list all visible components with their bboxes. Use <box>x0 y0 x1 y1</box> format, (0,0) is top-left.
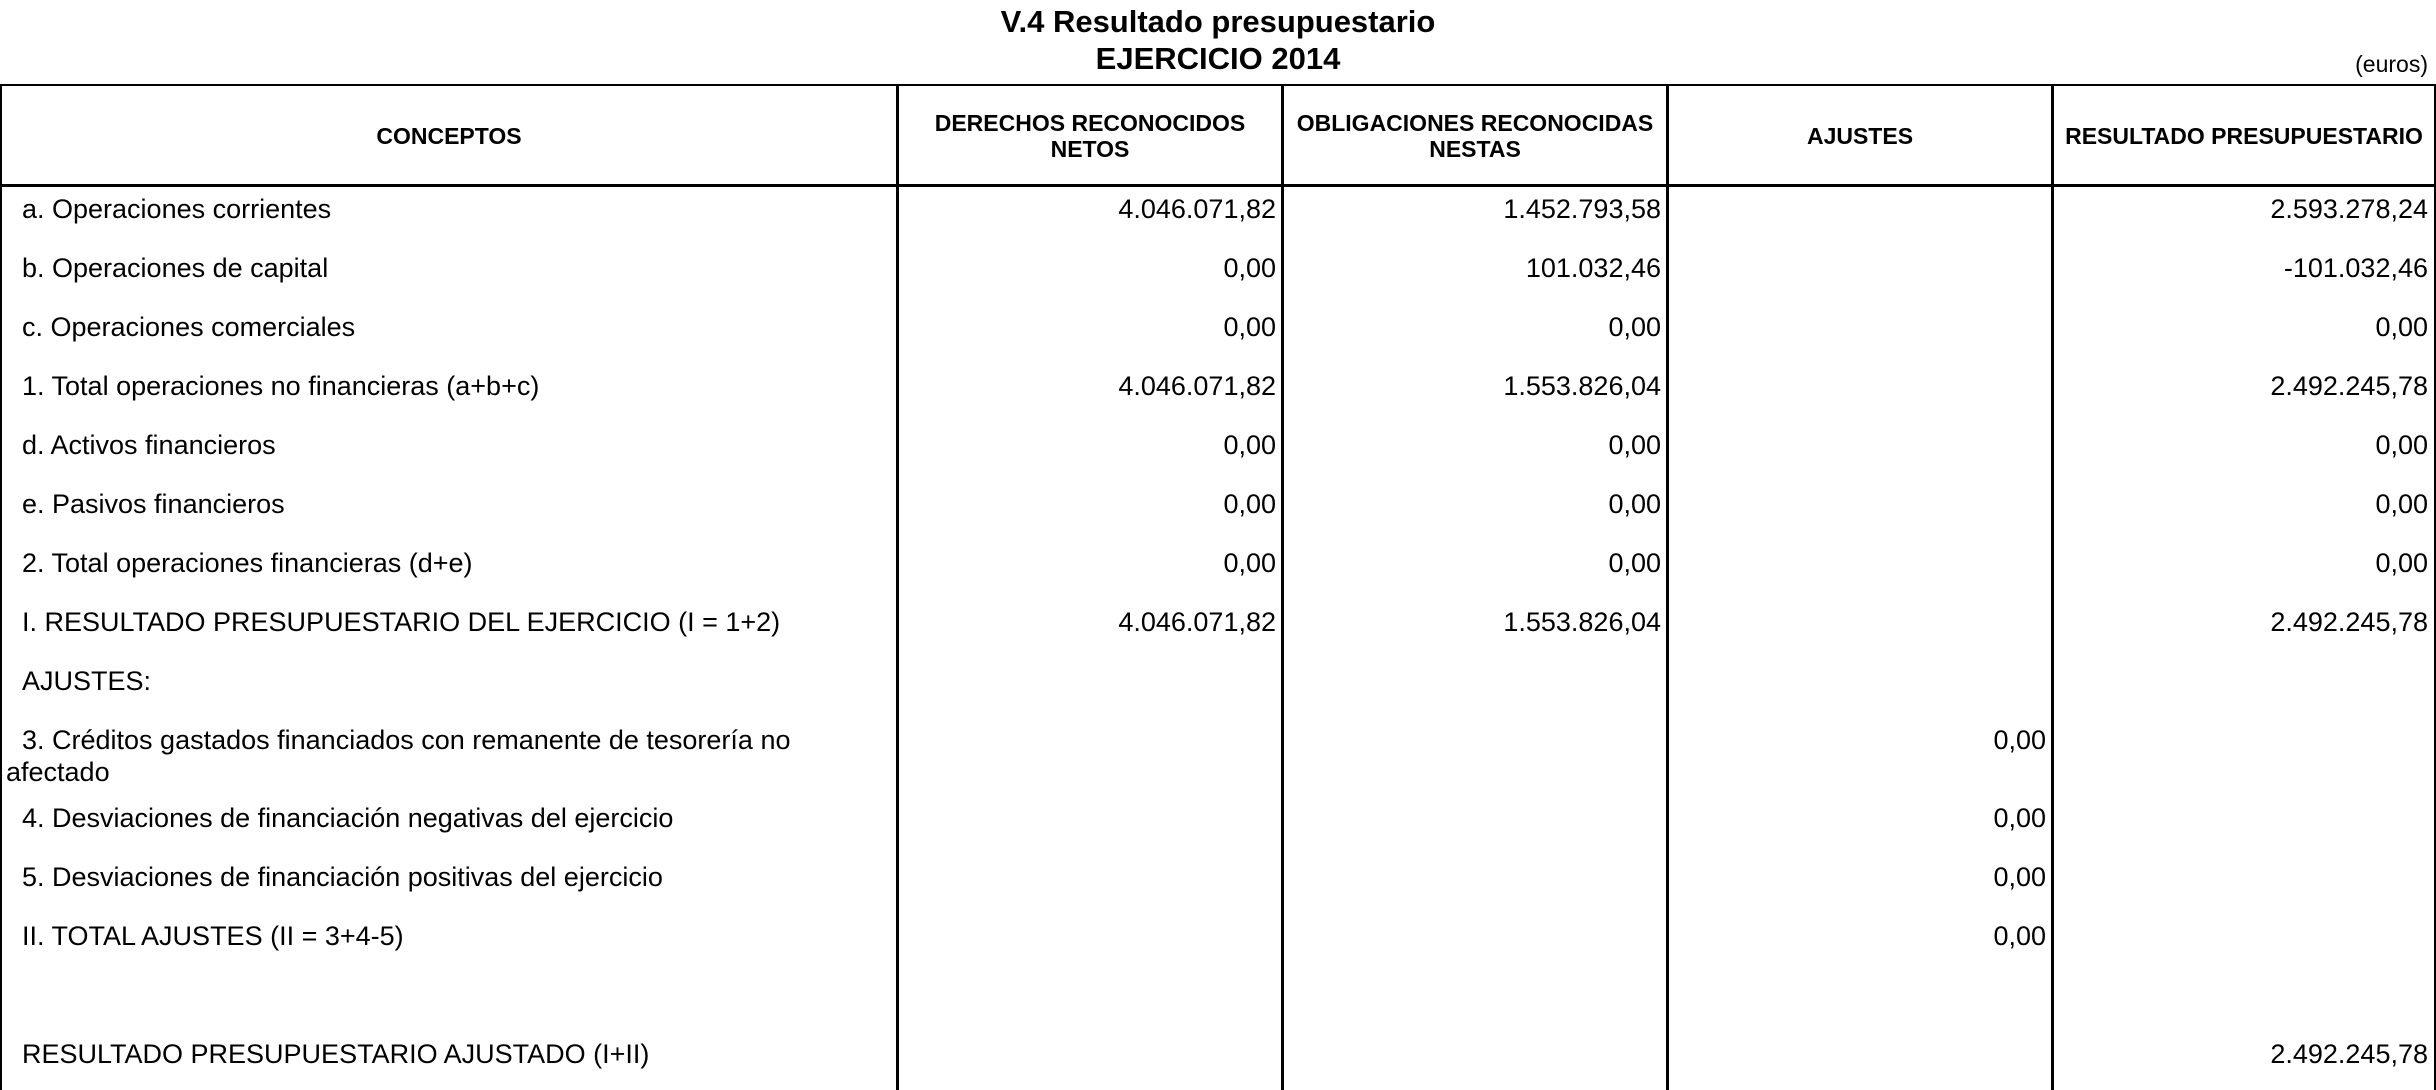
concept-cell: 1. Total operaciones no financieras (a+b+c) <box>22 371 540 401</box>
currency-unit: (euros) <box>2355 51 2428 77</box>
column-divider <box>1666 84 1669 1090</box>
derechos-cell: 0,00 <box>1223 548 1276 578</box>
concept-cell: c. Operaciones comerciales <box>22 312 356 342</box>
header-obligaciones: OBLIGACIONES RECONOCIDAS NESTAS <box>1296 109 1654 162</box>
obligaciones-cell: 1.553.826,04 <box>1503 371 1661 401</box>
derechos-cell: 4.046.071,82 <box>1118 194 1276 224</box>
concept-cell: AJUSTES: <box>22 666 152 696</box>
header-conceptos: CONCEPTOS <box>376 122 522 149</box>
header-ajustes: AJUSTES <box>1806 122 1914 149</box>
column-divider <box>2051 84 2054 1090</box>
header-divider <box>0 184 2436 187</box>
derechos-cell: 0,00 <box>1223 312 1276 342</box>
column-divider <box>896 84 899 1090</box>
concept-cell: d. Activos financieros <box>22 430 276 460</box>
derechos-cell: 4.046.071,82 <box>1118 607 1276 637</box>
derechos-cell: 0,00 <box>1223 430 1276 460</box>
resultado-cell: 0,00 <box>2375 548 2428 578</box>
resultado-cell: 0,00 <box>2375 312 2428 342</box>
report-subtitle: EJERCICIO 2014 <box>1095 41 1341 76</box>
ajustes-cell: 0,00 <box>1993 725 2046 755</box>
concept-cell: e. Pasivos financieros <box>22 489 285 519</box>
ajustes-cell: 0,00 <box>1993 803 2046 833</box>
concept-cell: 2. Total operaciones financieras (d+e) <box>22 548 473 578</box>
obligaciones-cell: 0,00 <box>1608 548 1661 578</box>
concept-cell: RESULTADO PRESUPUESTARIO AJUSTADO (I+II) <box>22 1039 650 1069</box>
ajustes-cell: 0,00 <box>1993 921 2046 951</box>
concept-cell: b. Operaciones de capital <box>22 253 329 283</box>
obligaciones-cell: 0,00 <box>1608 312 1661 342</box>
report-title: V.4 Resultado presupuestario <box>1000 4 1436 39</box>
concept-cell-continuation: afectado <box>6 757 110 787</box>
concept-cell: 5. Desviaciones de financiación positivas del ejercicio <box>22 862 663 892</box>
obligaciones-cell: 1.553.826,04 <box>1503 607 1661 637</box>
derechos-cell: 0,00 <box>1223 253 1276 283</box>
header-resultado: RESULTADO PRESUPUESTARIO <box>2065 122 2423 149</box>
concept-cell: I. RESULTADO PRESUPUESTARIO DEL EJERCICIO (I = 1+2) <box>22 607 781 637</box>
concept-cell: a. Operaciones corrientes <box>22 194 332 224</box>
resultado-cell: 2.492.245,78 <box>2270 371 2428 401</box>
ajustes-cell: 0,00 <box>1993 862 2046 892</box>
resultado-cell: 2.492.245,78 <box>2270 1039 2428 1069</box>
obligaciones-cell: 0,00 <box>1608 489 1661 519</box>
resultado-cell: 2.593.278,24 <box>2270 194 2428 224</box>
resultado-cell: 2.492.245,78 <box>2270 607 2428 637</box>
concept-cell: 4. Desviaciones de financiación negativas del ejercicio <box>22 803 674 833</box>
obligaciones-cell: 0,00 <box>1608 430 1661 460</box>
column-divider <box>1281 84 1284 1090</box>
obligaciones-cell: 101.032,46 <box>1525 253 1661 283</box>
concept-cell: 3. Créditos gastados financiados con remanente de tesorería no <box>22 725 791 755</box>
resultado-cell: -101.032,46 <box>2283 253 2428 283</box>
header-derechos: DERECHOS RECONOCIDOS NETOS <box>934 109 1246 162</box>
derechos-cell: 4.046.071,82 <box>1118 371 1276 401</box>
concept-cell: II. TOTAL AJUSTES (II = 3+4-5) <box>22 921 404 951</box>
obligaciones-cell: 1.452.793,58 <box>1503 194 1661 224</box>
resultado-cell: 0,00 <box>2375 489 2428 519</box>
resultado-cell: 0,00 <box>2375 430 2428 460</box>
derechos-cell: 0,00 <box>1223 489 1276 519</box>
